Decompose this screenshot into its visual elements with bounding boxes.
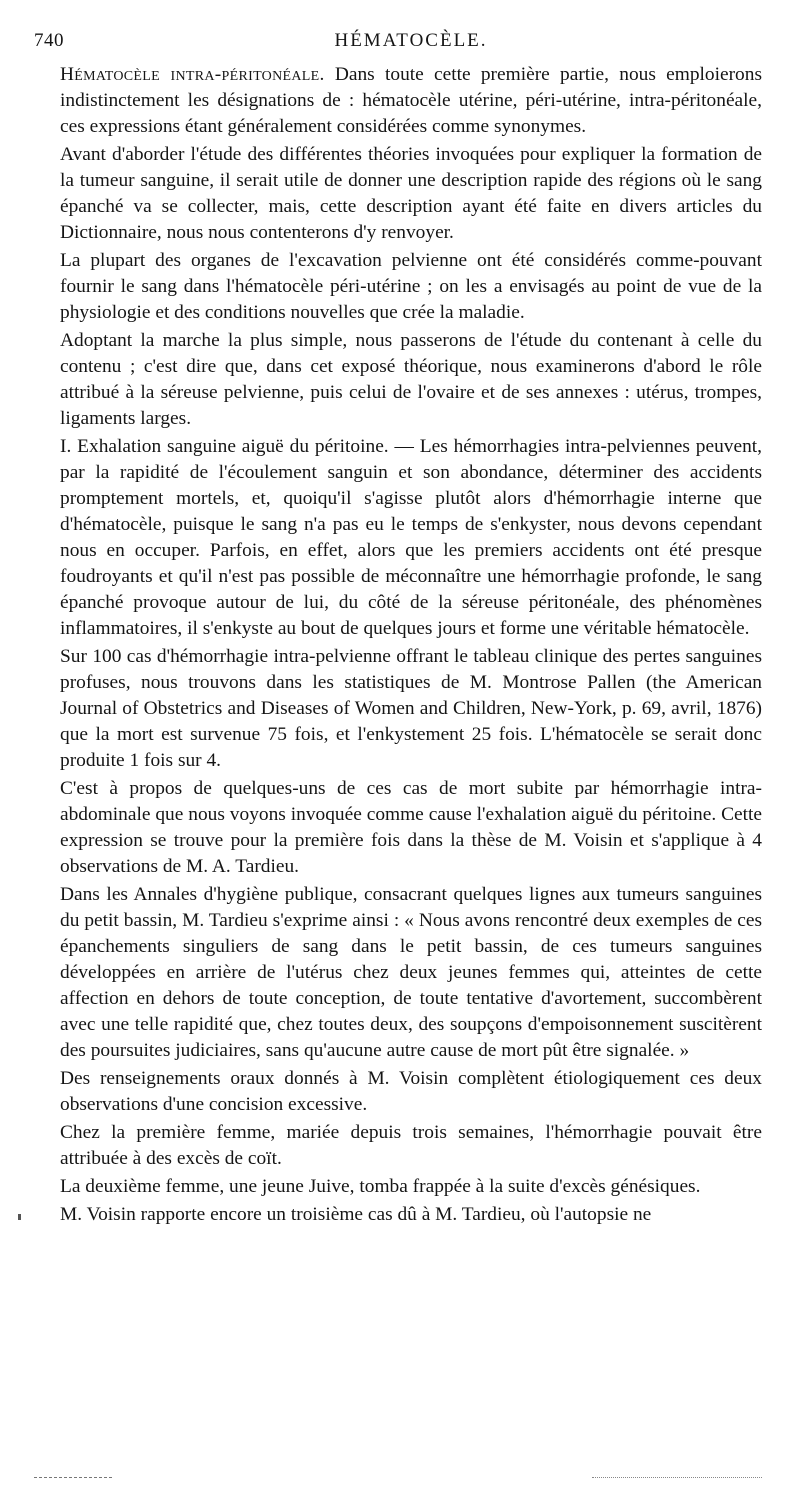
footer-dash-right bbox=[592, 1477, 762, 1478]
running-head: HÉMATOCÈLE. bbox=[334, 30, 488, 51]
paragraph-section-i: I. Exhalation sanguine aiguë du péritoine. — Les hémorrhagies intra-pelviennes peuvent, par la rapidité de l'écoulement sanguin et son abondance, déterminer des accidents promptement mortels, et, quoiqu'il s'agisse plutôt alors d'hémorrhagie interne que d'hématocèle, puisque le sang n'a pas eu le temps de s'enkyster, nous devons cependant nous en occuper. Parfois, en effet, alors que les premiers accidents ont été presque foudroyants et qu'il n'est pas possible de méconnaître une hémorrhagie profonde, le sang épanché provoque autour de lui, du côté de la séreuse péritonéale, des phénomènes inflammatoires, il s'enkyste au bout de quelques jours et forme une véritable hématocèle. bbox=[60, 436, 762, 639]
page-header bbox=[34, 28, 762, 62]
paragraph: Sur 100 cas d'hémorrhagie intra-pelvienne offrant le tableau clinique des pertes sanguines profuses, nous trouvons dans les statistiques de M. Montrose Pallen (the American Journal of Obstetrics and Diseases of Women and Children, New-York, p. 69, avril, 1876) que la mort est survenue 75 fois, et l'enkystement 25 fois. L'hématocèle se serait donc produite 1 fois sur 4. bbox=[60, 646, 762, 771]
paragraph-continued: M. Voisin rapporte encore un troisième cas dû à M. Tardieu, où l'autopsie ne bbox=[60, 1204, 652, 1225]
paragraph: Chez la première femme, mariée depuis trois semaines, l'hémorrhagie pouvait être attribuée à des excès de coït. bbox=[60, 1122, 762, 1169]
paragraph-intro bbox=[60, 62, 762, 140]
paragraph-quote: Dans les Annales d'hygiène publique, consacrant quelques lignes aux tumeurs sanguines du petit bassin, M. Tardieu s'exprime ainsi : « Nous avons rencontré deux exemples de ces épanchements singuliers de sang dans le petit bassin, de ces tumeurs sanguines développées en arrière de l'utérus chez deux jeunes femmes qui, atteintes de cette affection en dehors de toute conception, de toute tentative d'avortement, succombèrent avec une telle rapidité que, chez toutes deux, des soupçons d'empoisonnement suscitèrent des poursuites judiciaires, sans qu'aucune autre cause de mort pût être signalée. » bbox=[60, 884, 762, 1061]
page-number: 740 bbox=[34, 30, 64, 51]
paragraph: Avant d'aborder l'étude des différentes théories invoquées pour expliquer la formation de la tumeur sanguine, il serait utile de donner une description rapide des régions où le sang épanché va se collecter, mais, cette description ayant été faite en divers articles du Dictionnaire, nous nous contenterons d'y renvoyer. bbox=[60, 144, 762, 243]
footer-rule bbox=[34, 1477, 762, 1478]
paragraph-text: Dans toute cette première partie, nous emploierons indistinctement les désignations de : hématocèle utérine, péri-utérine, intra-péritonéale, ces expressions étant généralement considérées comme synonymes. bbox=[60, 64, 762, 137]
paragraph: La plupart des organes de l'excavation pelvienne ont été considérés comme-pouvant fournir le sang dans l'hématocèle péri-utérine ; on les a envisagés au point de vue de la physiologie et des conditions nouvelles que crée la maladie. bbox=[60, 250, 762, 323]
body-text bbox=[60, 62, 762, 1228]
paragraph: Adoptant la marche la plus simple, nous passerons de l'étude du contenant à celle du contenu ; c'est dire que, dans cet exposé théorique, nous examinerons d'abord le rôle attribué à la séreuse pelvienne, puis celui de l'ovaire et de ses annexes : utérus, trompes, ligaments larges. bbox=[60, 330, 762, 429]
margin-mark bbox=[18, 1214, 21, 1220]
paragraph: Des renseignements oraux donnés à M. Voisin complètent étiologiquement ces deux observations d'une concision excessive. bbox=[60, 1068, 762, 1115]
paragraph: C'est à propos de quelques-uns de ces cas de mort subite par hémorrhagie intra-abdominale que nous voyons invoquée comme cause l'exhalation aiguë du péritoine. Cette expression se trouve pour la première fois dans la thèse de M. Voisin et s'applique à 4 observations de M. A. Tardieu. bbox=[60, 778, 762, 877]
footer-dash-left bbox=[34, 1477, 112, 1478]
section-lead: Hématocèle intra-péritonéale. bbox=[60, 64, 325, 85]
paragraph: La deuxième femme, une jeune Juive, tomba frappée à la suite d'excès génésiques. bbox=[60, 1176, 701, 1197]
